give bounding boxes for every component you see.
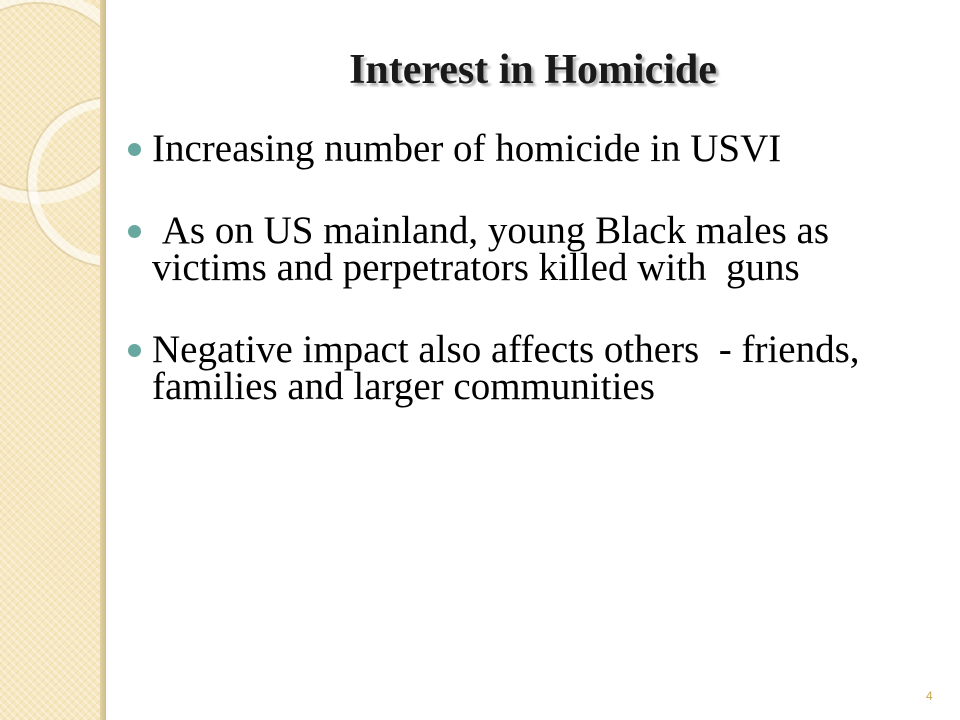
bullet-list xyxy=(128,127,928,408)
bullet-text: Increasing number of homicide in USVI xyxy=(152,127,782,170)
bullet-text: As on US mainland, young Black males as victims and perpetrators killed with guns xyxy=(152,209,839,289)
bullet-dot-icon xyxy=(128,225,141,238)
slide-title: Interest in Homicide xyxy=(349,47,717,93)
bullet-item xyxy=(128,328,928,408)
bullet-text: Negative impact also affects others - friends, families and larger communities xyxy=(152,328,870,408)
decorative-sidebar xyxy=(0,0,106,720)
bullet-dot-icon xyxy=(128,143,141,156)
bullet-item xyxy=(128,209,928,289)
bullet-dot-icon xyxy=(128,344,141,357)
sidebar-edge xyxy=(100,0,106,720)
bullet-item xyxy=(128,127,928,170)
slide-number: 4 xyxy=(926,689,933,703)
